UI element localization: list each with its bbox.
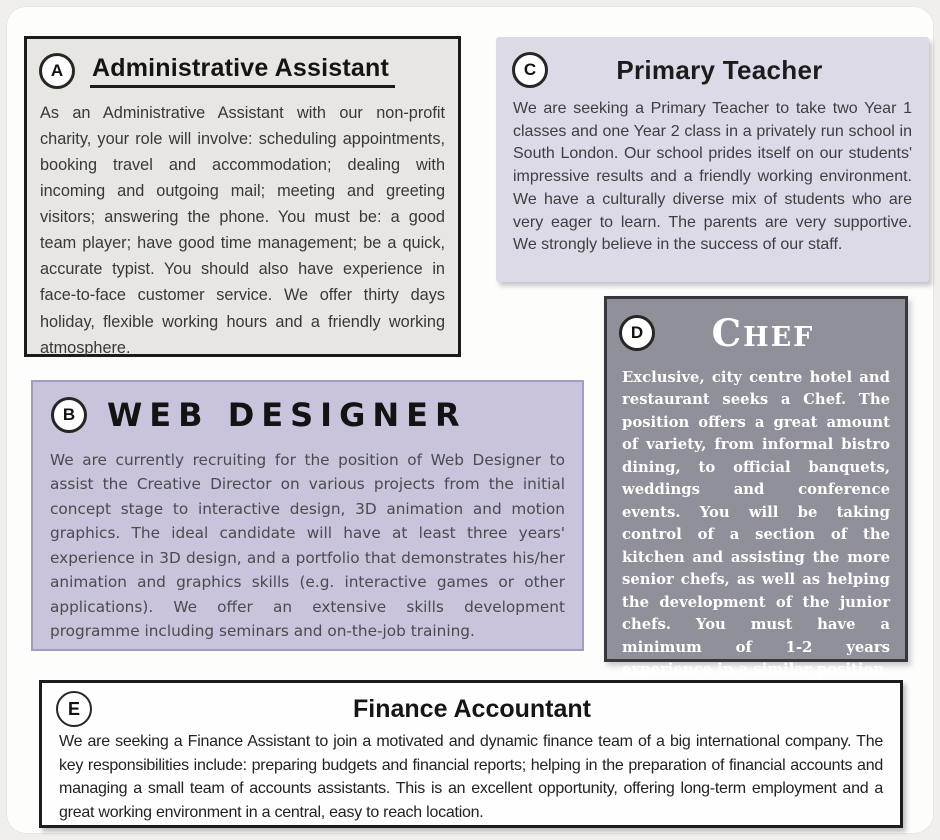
- label-badge-e: [56, 691, 92, 727]
- label-badge-b: [51, 397, 87, 433]
- badge-letter: E: [67, 698, 80, 719]
- job-description-d: Exclusive, city centre hotel and restaurant seeks a Chef. The position offers a great amount of variety, from informal bistro dining, to official banquets, weddings and conference events. You will be taking control of a section of the kitchen and assisting the more senior chefs, as well as helping the development of the junior chefs. You must have a minimum of 1-2 years experience in a similar position.: [622, 369, 890, 679]
- job-ad-b-header: [33, 382, 582, 438]
- label-badge-a: [39, 53, 75, 89]
- job-title-d: CHEF: [711, 311, 815, 355]
- label-badge-c: [512, 52, 548, 88]
- job-ad-c-header: [496, 37, 929, 90]
- badge-letter: B: [62, 405, 76, 424]
- page-card: [6, 6, 934, 834]
- job-description-e: We are seeking a Finance Assistant to join a motivated and dynamic finance team of a big international company. The key responsibilities include: preparing budgets and financial reports; helping in the preparation of financial accounts and managing a small team of accounts assistants. This is an excellent opportunity, offering long-term employment and a great working environment in a central, easy to reach location.: [59, 733, 883, 821]
- badge-letter: C: [523, 60, 537, 79]
- job-description-a: As an Administrative Assistant with our non-profit charity, your role will involve: scheduling appointments, booking travel and accommodation; dealing with incoming and outgoing mail; meeting and greeting visitors; answering the phone. You must be: a good team player; have good time management; be a quick, accurate typist. You should also have experience in face-to-face customer service. We offer thirty days holiday, flexible working hours and a friendly working atmosphere.: [40, 104, 445, 357]
- job-title-b: WEB DESIGNER: [107, 396, 467, 434]
- badge-letter: A: [50, 61, 64, 80]
- job-ad-d-header: [607, 299, 905, 357]
- job-description-b: We are currently recruiting for the position of Web Designer to assist the Creative Director on various projects from the initial concept stage to interactive design, 3D animation and motion graphics. The ideal candidate will have at least three years' experience in 3D design, and a portfolio that demonstrates his/her animation and graphics skills (e.g. interactive games or other applications). We offer an extensive skills development programme including seminars and on-the-job training.: [50, 451, 565, 641]
- job-ad-a-header: [27, 39, 458, 93]
- job-title-c: Primary Teacher: [616, 54, 823, 85]
- job-ad-e-header: [42, 683, 900, 727]
- label-badge-d: [619, 315, 655, 351]
- job-ad-administrative-assistant: [24, 36, 461, 357]
- job-ad-web-designer: [31, 380, 584, 651]
- job-ad-primary-teacher: [496, 37, 929, 282]
- job-ad-chef: [604, 296, 908, 679]
- job-description-c: We are seeking a Primary Teacher to take two Year 1 classes and one Year 2 class in a privately run school in South London. Our school prides itself on our students' impressive results and a friendly working environment. We have a culturally diverse mix of students who are very eager to learn. The parents are very supportive. We strongly believe in the success of our staff.: [513, 100, 912, 254]
- job-title-a: Administrative Assistant: [90, 54, 395, 88]
- job-title-e: Finance Accountant: [353, 694, 591, 723]
- badge-letter: D: [630, 323, 644, 342]
- job-ad-finance-accountant: [39, 680, 903, 828]
